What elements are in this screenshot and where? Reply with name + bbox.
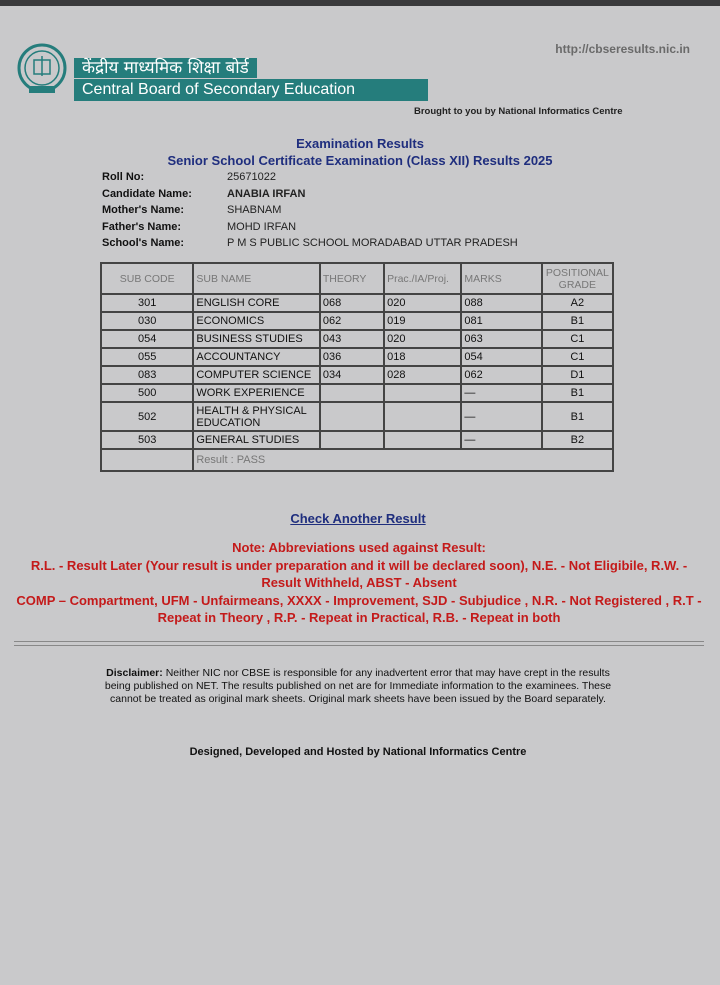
marks-cell: — — [461, 402, 541, 431]
theory-cell — [320, 402, 384, 431]
board-name-hindi: केंद्रीय माध्यमिक शिक्षा बोर्ड — [74, 58, 257, 78]
practical-cell — [384, 402, 461, 431]
father-name-label: Father's Name: — [102, 220, 182, 233]
sub-code-cell: 503 — [101, 431, 193, 449]
table-header-row — [101, 263, 613, 294]
sub-code-cell: 030 — [101, 312, 193, 330]
disclaimer-text: Neither NIC nor CBSE is responsible for any inadvertent error that may have crept in the results being published on NET. The results published on net are for Immediate information to the examinees. These cannot be treated as original mark sheets. Original mark sheets have been issued by the Board separately. — [104, 667, 612, 705]
result-empty-cell — [101, 449, 193, 471]
col-header-practical: Prac./IA/Proj. — [384, 263, 461, 294]
sub-name-cell: COMPUTER SCIENCE — [193, 366, 319, 384]
sub-code-cell: 083 — [101, 366, 193, 384]
theory-cell: 034 — [320, 366, 384, 384]
result-cell — [193, 449, 613, 471]
practical-cell: 020 — [384, 294, 461, 312]
col-header-sub-code: SUB CODE — [101, 263, 193, 294]
candidate-info — [102, 169, 518, 252]
disclaimer — [100, 667, 616, 706]
practical-cell: 028 — [384, 366, 461, 384]
exam-subtitle: Senior School Certificate Examination (Class XII) Results 2025 — [167, 153, 553, 168]
candidate-name-value: ANABIA IRFAN — [227, 187, 306, 200]
roll-no-label: Roll No: — [102, 171, 145, 183]
roll-no-row — [102, 169, 518, 186]
check-another-result-link[interactable]: Check Another Result — [290, 511, 426, 526]
disclaimer-label: Disclaimer: — [106, 667, 163, 679]
father-name-value: MOHD IRFAN — [227, 220, 297, 233]
result-row — [101, 449, 613, 471]
practical-cell: 019 — [384, 312, 461, 330]
grade-cell: B1 — [542, 384, 613, 402]
footer-credit: Designed, Developed and Hosted by National Informatics Centre — [189, 746, 527, 758]
sub-name-cell: ENGLISH CORE — [193, 294, 319, 312]
sub-code-cell: 055 — [101, 348, 193, 366]
table-row — [101, 366, 613, 384]
top-bar — [0, 0, 720, 6]
theory-cell — [320, 384, 384, 402]
marks-cell: — — [461, 384, 541, 402]
father-name-row — [102, 219, 518, 236]
theory-cell: 036 — [320, 348, 384, 366]
divider — [14, 645, 704, 646]
marks-cell: 062 — [461, 366, 541, 384]
grade-cell: D1 — [542, 366, 613, 384]
table-row — [101, 402, 613, 431]
school-name-label: School's Name: — [102, 237, 185, 249]
marks-cell: — — [461, 431, 541, 449]
marks-table — [100, 262, 614, 472]
roll-no-value: 25671022 — [227, 171, 276, 183]
col-header-marks: MARKS — [461, 263, 541, 294]
table-row — [101, 348, 613, 366]
sub-name-cell: GENERAL STUDIES — [193, 431, 319, 449]
notes-line-1: R.L. - Result Later (Your result is under preparation and it will be declared soon), N.E. - Not Eligibile, R.W. - Result Withheld, ABST - Absent — [30, 557, 688, 590]
sub-code-cell: 301 — [101, 294, 193, 312]
marks-cell: 063 — [461, 330, 541, 348]
grade-cell: A2 — [542, 294, 613, 312]
sub-code-cell: 054 — [101, 330, 193, 348]
table-row — [101, 384, 613, 402]
marks-cell: 088 — [461, 294, 541, 312]
notes-line-2: COMP – Compartment, UFM - Unfairmeans, XXXX - Improvement, SJD - Subjudice , N.R. - Not Registered , R.T - Repeat in Theory , R.P. - Repeat in Practical, R.B. - Repeat in both — [16, 592, 702, 625]
practical-cell: 018 — [384, 348, 461, 366]
theory-cell: 068 — [320, 294, 384, 312]
col-header-sub-name: SUB NAME — [193, 263, 319, 294]
col-header-grade: POSITIONAL GRADE — [542, 263, 613, 294]
table-row — [101, 312, 613, 330]
grade-cell: C1 — [542, 330, 613, 348]
sub-name-cell: ECONOMICS — [193, 312, 319, 330]
mother-name-value: SHABNAM — [227, 204, 282, 216]
grade-cell: B2 — [542, 431, 613, 449]
mother-name-label: Mother's Name: — [102, 204, 185, 216]
practical-cell — [384, 431, 461, 449]
marks-cell: 081 — [461, 312, 541, 330]
marks-cell: 054 — [461, 348, 541, 366]
theory-cell: 062 — [320, 312, 384, 330]
mother-name-row — [102, 202, 518, 219]
col-header-theory: THEORY — [320, 263, 384, 294]
school-name-row — [102, 235, 518, 252]
sub-name-cell: ACCOUNTANCY — [193, 348, 319, 366]
grade-cell: B1 — [542, 312, 613, 330]
theory-cell — [320, 431, 384, 449]
notes-title: Note: Abbreviations used against Result: — [232, 540, 486, 555]
sub-name-cell: WORK EXPERIENCE — [193, 384, 319, 402]
result-value: PASS — [236, 454, 266, 466]
table-row — [101, 330, 613, 348]
sub-code-cell: 502 — [101, 402, 193, 431]
theory-cell: 043 — [320, 330, 384, 348]
sub-name-cell: BUSINESS STUDIES — [193, 330, 319, 348]
candidate-name-label: Candidate Name: — [102, 187, 192, 200]
abbreviation-notes — [14, 539, 704, 627]
cbse-logo-icon — [17, 42, 67, 97]
grade-cell: B1 — [542, 402, 613, 431]
grade-cell: C1 — [542, 348, 613, 366]
exam-title: Examination Results — [296, 136, 424, 151]
sub-name-cell: HEALTH & PHYSICAL EDUCATION — [193, 402, 319, 431]
board-name-english: Central Board of Secondary Education — [74, 79, 428, 101]
school-name-value: P M S PUBLIC SCHOOL MORADABAD UTTAR PRADESH — [227, 237, 518, 249]
practical-cell: 020 — [384, 330, 461, 348]
candidate-name-row — [102, 186, 518, 203]
result-label: Result : — [196, 454, 234, 466]
site-url[interactable]: http://cbseresults.nic.in — [555, 42, 690, 56]
divider — [14, 641, 704, 642]
practical-cell — [384, 384, 461, 402]
table-row — [101, 294, 613, 312]
sub-code-cell: 500 — [101, 384, 193, 402]
brought-by-text: Brought to you by National Informatics Centre — [414, 106, 623, 117]
table-row — [101, 431, 613, 449]
